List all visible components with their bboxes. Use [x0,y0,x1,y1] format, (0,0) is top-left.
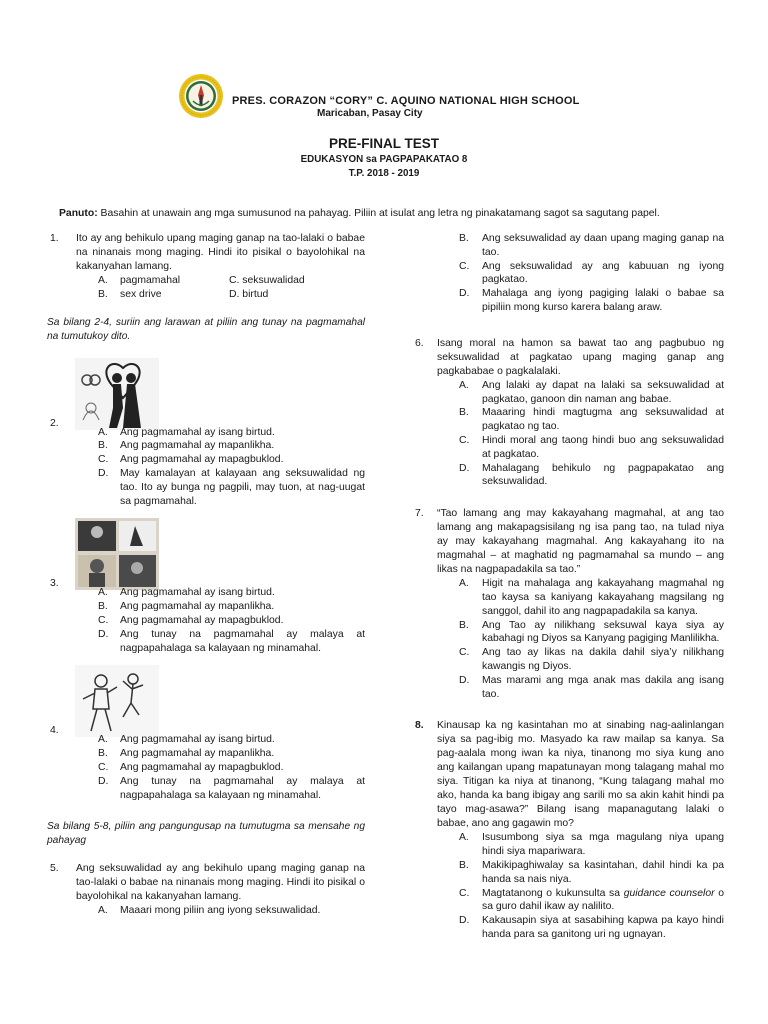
option-d [459,287,724,315]
option-letter: B. [459,619,469,631]
option-text: Ang Tao ay nilikhang seksuwal kaya siya ay kabahagi ng Diyos sa Kanyang pagiging Manlilikha. [482,619,724,645]
option-letter: A. [98,734,108,746]
options [98,733,365,802]
option-letter: D. [229,288,240,300]
option-text: Makikipaghiwalay sa kasintahan, dahil hindi ka pa handa sa nais niya. [482,859,724,885]
running-figures-image [75,665,159,737]
options [459,577,724,701]
option-letter: D. [98,467,109,479]
option-letter: C. [98,454,109,466]
test-title: PRE-FINAL TEST [328,136,439,151]
option-c [98,614,365,628]
option-text: Ang seksuwalidad ay daan upang maging ganap na tao. [482,233,724,258]
instructions-text: Basahin at unawain ang mga sumusunod na pahayag. Piliin at isulat ang letra ng pinakatamang sagot sa sagutang papel. [97,208,660,219]
option-letter: D. [459,462,470,474]
right-column [412,232,724,956]
option-text-italic: guidance counselor [623,887,715,899]
question-stem: Kinausap ka ng kasintahan mo at sinabing nag-aalinlangan siya sa pag-ibig mo. Masyado ka raw mailap sa kanya. Sa pag-aalala mong iwan ka niya, tinanong mo siya kung ano ang kailangan upang mapatunayan mong talagang mahal mo siya. Titigan ka niya at tinanong, “Kung talagang mahal mo ako, handa ka bang ibigay ang sarili mo sa akin kahit hindi pa tayo mag-asawa?” Bilang isang mapanagutang lalaki o babae, ano ang gagawin mo? [437,720,724,830]
option-text: Ang pagmamahal ay mapagbuklod. [120,614,284,626]
option-text: Ang pagmamahal ay mapanlikha. [120,748,275,760]
option-c [459,260,724,288]
option-text: Magtatanong o kukunsulta sa [482,887,624,899]
option-c [459,887,724,915]
question-stem: Ang seksuwalidad ay ang bekihulo upang maging ganap na tao-lalaki o babae na ninanais mong maging. Hindi ito pisikal o bayolohikal na kakanyahan lamang. [76,863,365,903]
section-instructions: Sa bilang 2-4, suriin ang larawan at piliin ang tunay na pagmamahal na tumutukoy dito. [47,316,365,342]
option-letter: D. [459,288,470,300]
option-d [459,674,724,702]
options [98,586,365,655]
document-header [0,0,768,200]
instructions [59,208,719,219]
option-text: May kamalayan at kalayaan ang seksuwalidad ng tao. Ito ay bunga ng pagpili, may tuon, at nag-uugat sa pagmamahal. [120,467,365,507]
question-2 [47,358,365,509]
question-3 [47,518,365,655]
option-d [459,462,724,490]
question-1 [47,232,365,302]
option-text: Ang tunay na pagmamahal ay malaya at nagpapahalaga sa kalayaan ng minamahal. [120,628,365,654]
option-text: Kakausapin siya at sasabihing kapwa pa kayo hindi handa para sa ganitong uri ng ugnayan. [482,915,724,940]
instructions-label: Panuto: [59,208,98,219]
question-8 [412,719,724,941]
option-text: Ang pagmamahal ay isang birtud. [120,734,275,746]
option-letter: A. [98,905,108,917]
options [459,831,724,941]
option-letter: A. [459,832,469,844]
question-number: 4. [50,725,59,737]
option-b [98,747,365,761]
question-number: 5. [50,863,59,875]
school-name: PRES. CORAZON “CORY” C. AQUINO NATIONAL HIGH SCHOOL [232,95,580,107]
option-c [98,453,365,467]
option-b [459,232,724,260]
option-letter: A. [98,587,108,599]
option-letter: D. [98,628,109,640]
option-d [229,288,349,302]
option-a [98,904,365,918]
question-6 [412,337,724,489]
option-letter: D. [98,775,109,787]
options [98,904,365,918]
question-4 [47,665,365,802]
option-a [459,379,724,407]
section-instructions: Sa bilang 5-8, piliin ang pangungusap na tumutugma sa mensahe ng pahayag [47,821,365,847]
option-letter: D. [459,915,470,927]
option-b [98,288,229,302]
photo-collage-image [75,518,159,590]
option-letter: C. [229,275,240,286]
option-text: Maaaring hindi magtugma ang seksuwalidad at pagkatao ng tao. [482,407,724,433]
option-text: Ang pagmamahal ay isang birtud. [120,426,275,438]
option-a [98,274,229,288]
option-letter: C. [459,260,470,272]
option-letter: B. [98,440,108,452]
option-letter: B. [98,601,108,613]
left-column [47,232,365,932]
option-letter: B. [459,407,469,419]
option-c [459,646,724,674]
option-letter: B. [98,748,108,760]
option-letter: A. [98,275,108,286]
school-location: Maricaban, Pasay City [317,108,423,119]
option-text: sex drive [120,288,162,300]
option-letter: D. [459,674,470,686]
option-text: o sa guro dahil ikaw ay nalilito. [482,887,725,913]
option-text: Ang pagmamahal ay mapagbuklod. [120,761,284,773]
options [459,379,724,489]
question-5 [47,862,365,918]
couple-silhouette-image [75,358,159,430]
option-letter: A. [459,578,469,590]
option-b [98,600,365,614]
option-text: Mas marami ang mga anak mas dakila ang isang tao. [482,674,724,700]
option-text: Ang tunay na pagmamahal ay malaya at nagpapahalaga sa kalayaan ng minamahal. [120,775,365,801]
option-text: Higit na mahalaga ang kakayahang magmahal ng tao kaysa sa kaniyang kakayahang magsilang ng sanggol, dahil ito ang nagpapadakila sa kanya. [482,578,724,617]
option-a [98,426,365,440]
question-5-continued-options [459,232,724,315]
question-stem: “Tao lamang ang may kakayahang magmahal, at ang tao lamang ang makapagsisilang ng isa pang tao, na tulad niya ay may kakayahang magmahal. Ang kakayahang ito na magmahal – at maghatid ng pagmamahal sa mundo – ang likas na nagpapadakila sa tao.” [437,508,724,576]
option-d [98,628,365,656]
option-d [98,775,365,803]
options [98,274,365,302]
option-text: Ang pagmamahal ay mapagbuklod. [120,454,284,466]
option-b [98,439,365,453]
options [98,426,365,509]
option-letter: A. [459,379,469,391]
option-text: Isusumbong siya sa mga magulang niya upang hindi siya mapariwara. [482,832,724,858]
question-number: 8. [415,720,424,732]
question-stem: Isang moral na hamon sa bawat tao ang pagbubuo ng seksuwalidad at pagkatao upang maging ganap ang pagkababae o pagkalalaki. [437,337,724,377]
question-number: 1. [50,233,59,244]
option-a [459,577,724,618]
question-number: 3. [50,578,59,590]
option-c [229,274,349,288]
option-text: Ang pagmamahal ay mapanlikha. [120,440,275,452]
option-text: Ang pagmamahal ay mapanlikha. [120,601,275,613]
option-text: Mahalagang behikulo ng pagpapakatao ang seksuwalidad. [482,462,724,488]
school-seal-icon [178,73,224,119]
option-text: Ang pagmamahal ay isang birtud. [120,587,275,599]
option-letter: C. [98,614,109,626]
option-text: birtud [242,288,269,300]
option-letter: A. [98,426,108,438]
option-text: Mahalaga ang iyong pagiging lalaki o babae sa pipiliin mong kurso karera balang araw. [482,288,724,313]
option-a [459,831,724,859]
option-text: Hindi moral ang taong hindi buo ang seksuwalidad at pagkatao. [482,434,724,460]
option-c [459,434,724,462]
question-number: 6. [415,337,424,349]
option-letter: B. [459,859,469,871]
option-a [98,586,365,600]
option-a [98,733,365,747]
option-letter: C. [459,647,470,659]
option-letter: C. [459,887,470,899]
option-text: Ang seksuwalidad ay ang kabuuan ng iyong pagkatao. [482,260,724,286]
question-number: 2. [50,417,59,429]
question-7 [412,507,724,701]
question-stem: Ito ay ang behikulo upang maging ganap na tao-lalaki o babae na ninanais mong maging. Hindi ito pisikal o bayolohikal na kakanyahan lamang. [76,233,365,272]
school-year: T.P. 2018 - 2019 [348,168,420,179]
option-text: Ang tao ay likas na dakila dahil siya’y nilikhang kawangis ng Diyos. [482,647,724,672]
option-text: Maaari mong piliin ang iyong seksuwalidad. [120,905,321,917]
option-b [459,859,724,887]
option-text: seksuwalidad [242,275,305,286]
option-text: Ang lalaki ay dapat na lalaki sa seksuwalidad at pagkatao, ganoon din naman ang babae. [482,379,724,405]
option-text: pagmamahal [120,275,181,286]
subject-title: EDUKASYON sa PAGPAPAKATAO 8 [300,154,468,165]
question-number: 7. [415,508,424,520]
option-letter: B. [459,233,469,244]
option-letter: B. [98,288,108,300]
option-c [98,761,365,775]
option-b [459,406,724,434]
option-d [98,467,365,508]
option-b [459,619,724,647]
option-letter: C. [459,434,470,446]
option-letter: C. [98,761,109,773]
option-d [459,914,724,942]
